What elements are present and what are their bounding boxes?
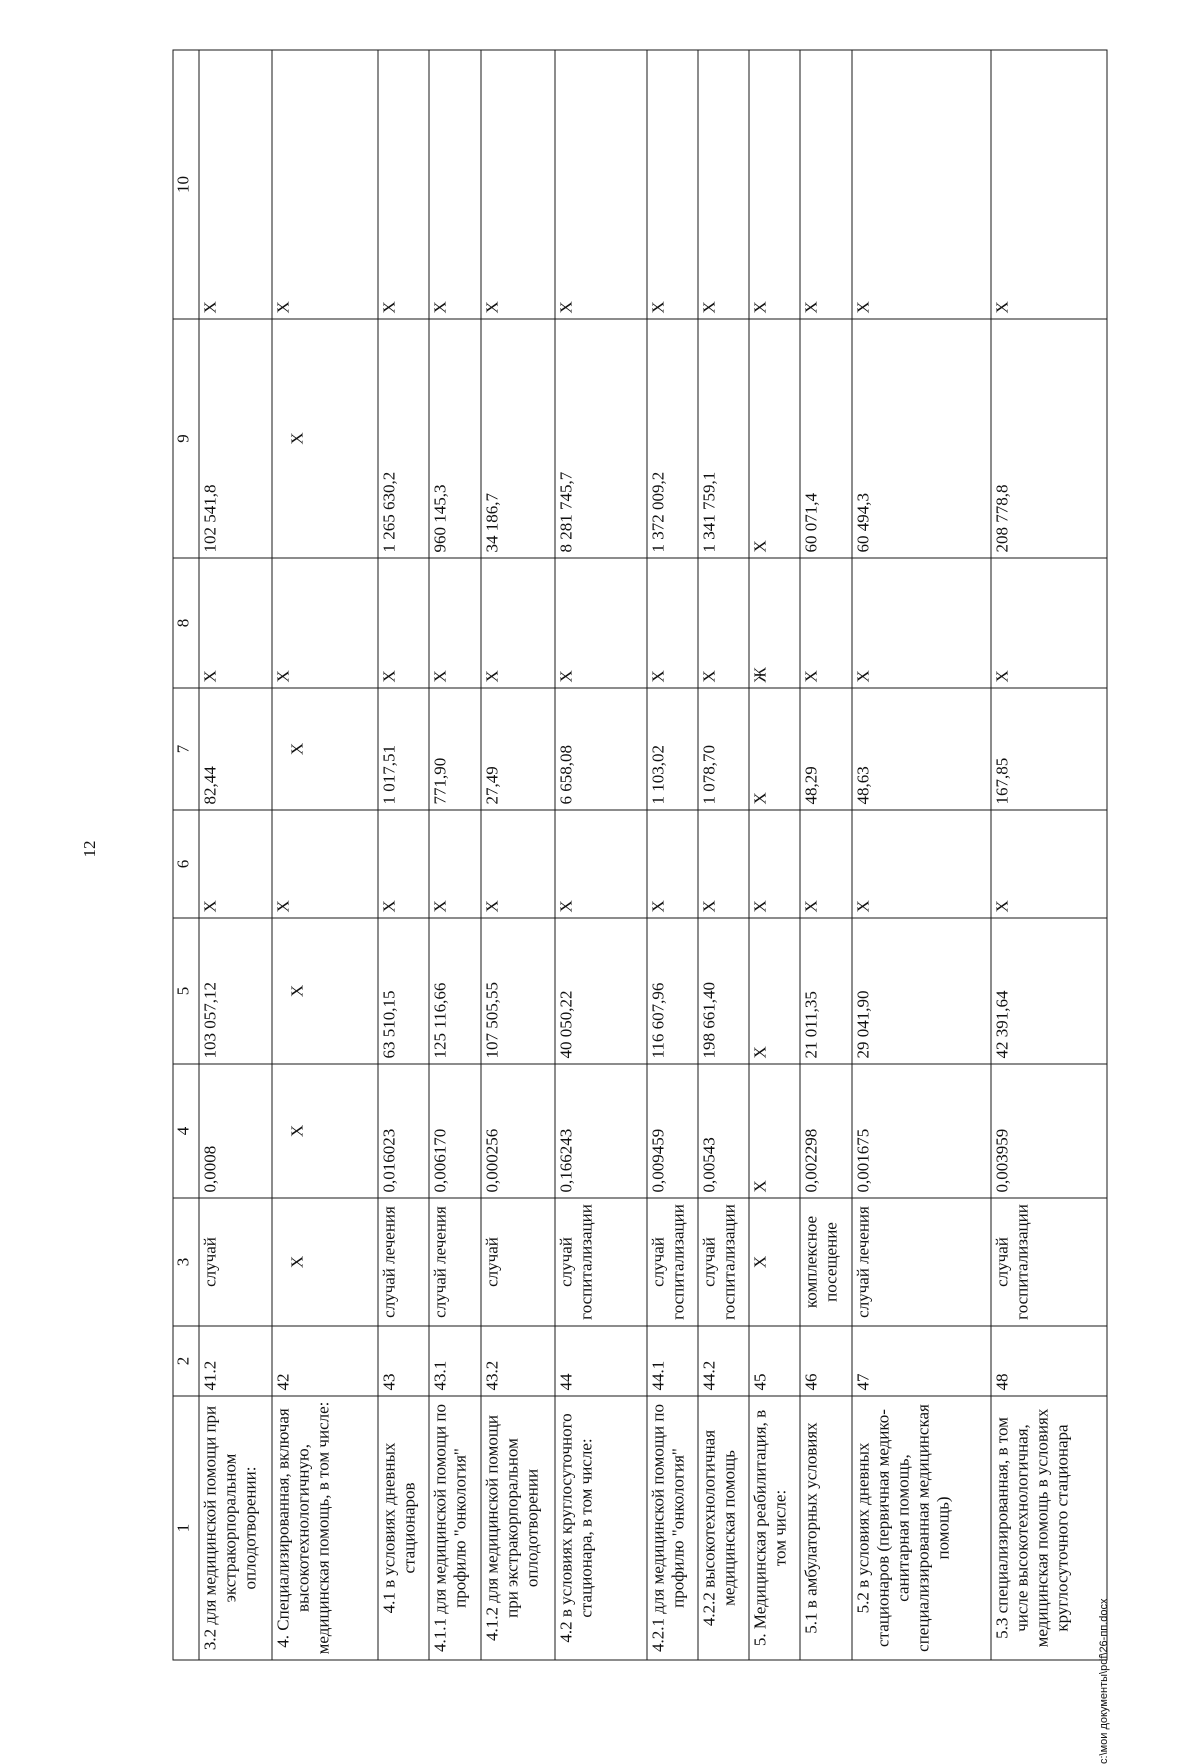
row-value: Х [378, 558, 429, 688]
table-row [647, 50, 698, 1660]
row-value-text: Х [287, 431, 307, 445]
row-value: Х [800, 810, 851, 918]
row-value: 102 541,8 [199, 319, 273, 558]
column-header: 4 [173, 1064, 199, 1198]
table-row [429, 50, 480, 1660]
row-value-text: Х [287, 984, 307, 997]
row-value: 0,009459 [647, 1064, 698, 1198]
row-code: 44.1 [647, 1326, 698, 1396]
row-value: Х [429, 810, 480, 918]
row-value: 0,0008 [199, 1064, 273, 1198]
row-value: Х [852, 50, 991, 319]
row-value: Х [555, 50, 646, 319]
row-unit: случай госпитализации [647, 1198, 698, 1326]
row-value [272, 319, 378, 558]
table-row [749, 50, 800, 1660]
row-value: Х [199, 558, 273, 688]
row-value: 21 011,35 [800, 918, 851, 1064]
row-value: Х [429, 50, 480, 319]
row-value: 6 658,08 [555, 688, 646, 810]
row-label: 4.1 в условиях дневных стационаров [378, 1396, 429, 1660]
row-label: 4.2.1 для медицинской помощи по профилю "онкология" [647, 1396, 698, 1660]
row-value: 107 505,55 [481, 918, 556, 1064]
row-value: Х [429, 558, 480, 688]
row-unit: случай лечения [378, 1198, 429, 1326]
column-header: 10 [173, 50, 199, 319]
row-value: Х [800, 50, 851, 319]
row-value [272, 1064, 378, 1198]
row-label: 4.1.1 для медицинской помощи по профилю "онкология" [429, 1396, 480, 1660]
row-code: 41.2 [199, 1326, 273, 1396]
row-value: Х [481, 558, 556, 688]
row-label: 3.2 для медицинской помощи при экстракорпоральном оплодотворении: [199, 1396, 273, 1660]
row-value: Х [852, 558, 991, 688]
row-value: 198 661,40 [698, 918, 749, 1064]
table-row [272, 50, 378, 1660]
row-value: Ж [749, 558, 800, 688]
column-number-header [173, 50, 199, 1660]
row-value: 48,29 [800, 688, 851, 810]
row-value: Х [749, 918, 800, 1064]
row-label: 5.1 в амбулаторных условиях [800, 1396, 851, 1660]
row-value: Х [749, 1064, 800, 1198]
row-value: Х [800, 558, 851, 688]
row-value: Х [555, 558, 646, 688]
row-unit: случай лечения [852, 1198, 991, 1326]
row-value: Х [698, 558, 749, 688]
row-value: 167,85 [991, 688, 1107, 810]
column-header: 1 [173, 1396, 199, 1660]
row-value-text: Х [287, 742, 307, 755]
row-label: 4.2 в условиях круглосуточного стационара, в том числе: [555, 1396, 646, 1660]
column-header: 3 [173, 1198, 199, 1326]
table-row [481, 50, 556, 1660]
row-value: 103 057,12 [199, 918, 273, 1064]
row-value: Х [647, 50, 698, 319]
row-value: 208 778,8 [991, 319, 1107, 558]
row-label: 5.3 специализированная, в том числе высокотехнологичная, медицинская помощь в условиях круглосуточного стационара [991, 1396, 1107, 1660]
row-value: Х [272, 50, 378, 319]
row-label: 5. Медицинская реабилитация, в том числе: [749, 1396, 800, 1660]
row-code: 43 [378, 1326, 429, 1396]
row-unit: случай лечения [429, 1198, 480, 1326]
row-value: Х [378, 50, 429, 319]
row-value: Х [698, 810, 749, 918]
row-value: 0,166243 [555, 1064, 646, 1198]
row-value: Х [199, 810, 273, 918]
row-value: Х [698, 50, 749, 319]
row-code: 47 [852, 1326, 991, 1396]
row-value: Х [555, 810, 646, 918]
row-value: Х [378, 810, 429, 918]
row-code: 44.2 [698, 1326, 749, 1396]
table-row [991, 50, 1107, 1660]
file-path-footer: c:\мои документы\pdf\26-пп.docx [1098, 1598, 1110, 1764]
table-row [852, 50, 991, 1660]
row-value: 0,006170 [429, 1064, 480, 1198]
row-value: Х [991, 50, 1107, 319]
row-value: 116 607,96 [647, 918, 698, 1064]
row-value: 1 341 759,1 [698, 319, 749, 558]
row-unit: случай [481, 1198, 556, 1326]
row-value: 29 041,90 [852, 918, 991, 1064]
row-code: 43.2 [481, 1326, 556, 1396]
row-unit: случай госпитализации [555, 1198, 646, 1326]
row-value: Х [272, 810, 378, 918]
table-row [378, 50, 429, 1660]
row-value: Х [199, 50, 273, 319]
row-value: 960 145,3 [429, 319, 480, 558]
row-value: 1 017,51 [378, 688, 429, 810]
row-value: Х [749, 319, 800, 558]
row-value: Х [749, 50, 800, 319]
row-value: 42 391,64 [991, 918, 1107, 1064]
row-value: Х [852, 810, 991, 918]
row-value [272, 688, 378, 810]
row-code: 45 [749, 1326, 800, 1396]
row-unit: Х [749, 1198, 800, 1326]
row-value: Х [481, 50, 556, 319]
row-label: 4. Специализированная, включая высокотехнологичную, медицинская помощь, в том числе: [272, 1396, 378, 1660]
column-header: 2 [173, 1326, 199, 1396]
row-unit: комплексное посещение [800, 1198, 851, 1326]
row-value: Х [272, 558, 378, 688]
row-value: 40 050,22 [555, 918, 646, 1064]
row-unit: случай госпитализации [991, 1198, 1107, 1326]
row-value [272, 918, 378, 1064]
row-value: Х [749, 810, 800, 918]
table-row [199, 50, 273, 1660]
column-header: 8 [173, 558, 199, 688]
row-value: Х [481, 810, 556, 918]
row-value: 0,000256 [481, 1064, 556, 1198]
row-value: 771,90 [429, 688, 480, 810]
row-label: 4.2.2 высокотехнологичная медицинская помощь [698, 1396, 749, 1660]
row-value: Х [991, 558, 1107, 688]
row-value-text: Х [287, 1124, 307, 1137]
column-header: 7 [173, 688, 199, 810]
row-value: Х [991, 810, 1107, 918]
row-value: 1 103,02 [647, 688, 698, 810]
row-value: 8 281 745,7 [555, 319, 646, 558]
row-code: 42 [272, 1326, 378, 1396]
row-value: 0,003959 [991, 1064, 1107, 1198]
row-value: 0,002298 [800, 1064, 851, 1198]
row-value: 0,001675 [852, 1064, 991, 1198]
row-value: 0,016023 [378, 1064, 429, 1198]
row-value: 48,63 [852, 688, 991, 810]
row-code: 48 [991, 1326, 1107, 1396]
row-value: 34 186,7 [481, 319, 556, 558]
row-code: 44 [555, 1326, 646, 1396]
row-value: 60 071,4 [800, 319, 851, 558]
table-row [555, 50, 646, 1660]
row-value: 1 265 630,2 [378, 319, 429, 558]
table-container [173, 50, 1108, 1660]
row-value: 1 078,70 [698, 688, 749, 810]
table-row [800, 50, 851, 1660]
row-label: 4.1.2 для медицинской помощи при экстракорпоральном оплодотворении [481, 1396, 556, 1660]
page-number: 12 [80, 840, 99, 858]
row-label: 5.2 в условиях дневных стационаров (первичная медико-санитарная помощь, специализированная медицинская помощь) [852, 1396, 991, 1660]
table-row [698, 50, 749, 1660]
data-table [173, 49, 1108, 1660]
row-value: 63 510,15 [378, 918, 429, 1064]
row-value: 1 372 009,2 [647, 319, 698, 558]
row-unit [272, 1198, 378, 1326]
column-header: 6 [173, 810, 199, 918]
row-unit: случай госпитализации [698, 1198, 749, 1326]
row-code: 43.1 [429, 1326, 480, 1396]
row-code: 46 [800, 1326, 851, 1396]
row-value: 0,00543 [698, 1064, 749, 1198]
row-value: 82,44 [199, 688, 273, 810]
column-header: 9 [173, 319, 199, 558]
row-value: Х [749, 688, 800, 810]
row-value: 27,49 [481, 688, 556, 810]
row-value: Х [647, 810, 698, 918]
row-unit-text: Х [287, 1255, 307, 1268]
column-header: 5 [173, 918, 199, 1064]
row-unit: случай [199, 1198, 273, 1326]
row-value: 60 494,3 [852, 319, 991, 558]
row-value: Х [647, 558, 698, 688]
row-value: 125 116,66 [429, 918, 480, 1064]
